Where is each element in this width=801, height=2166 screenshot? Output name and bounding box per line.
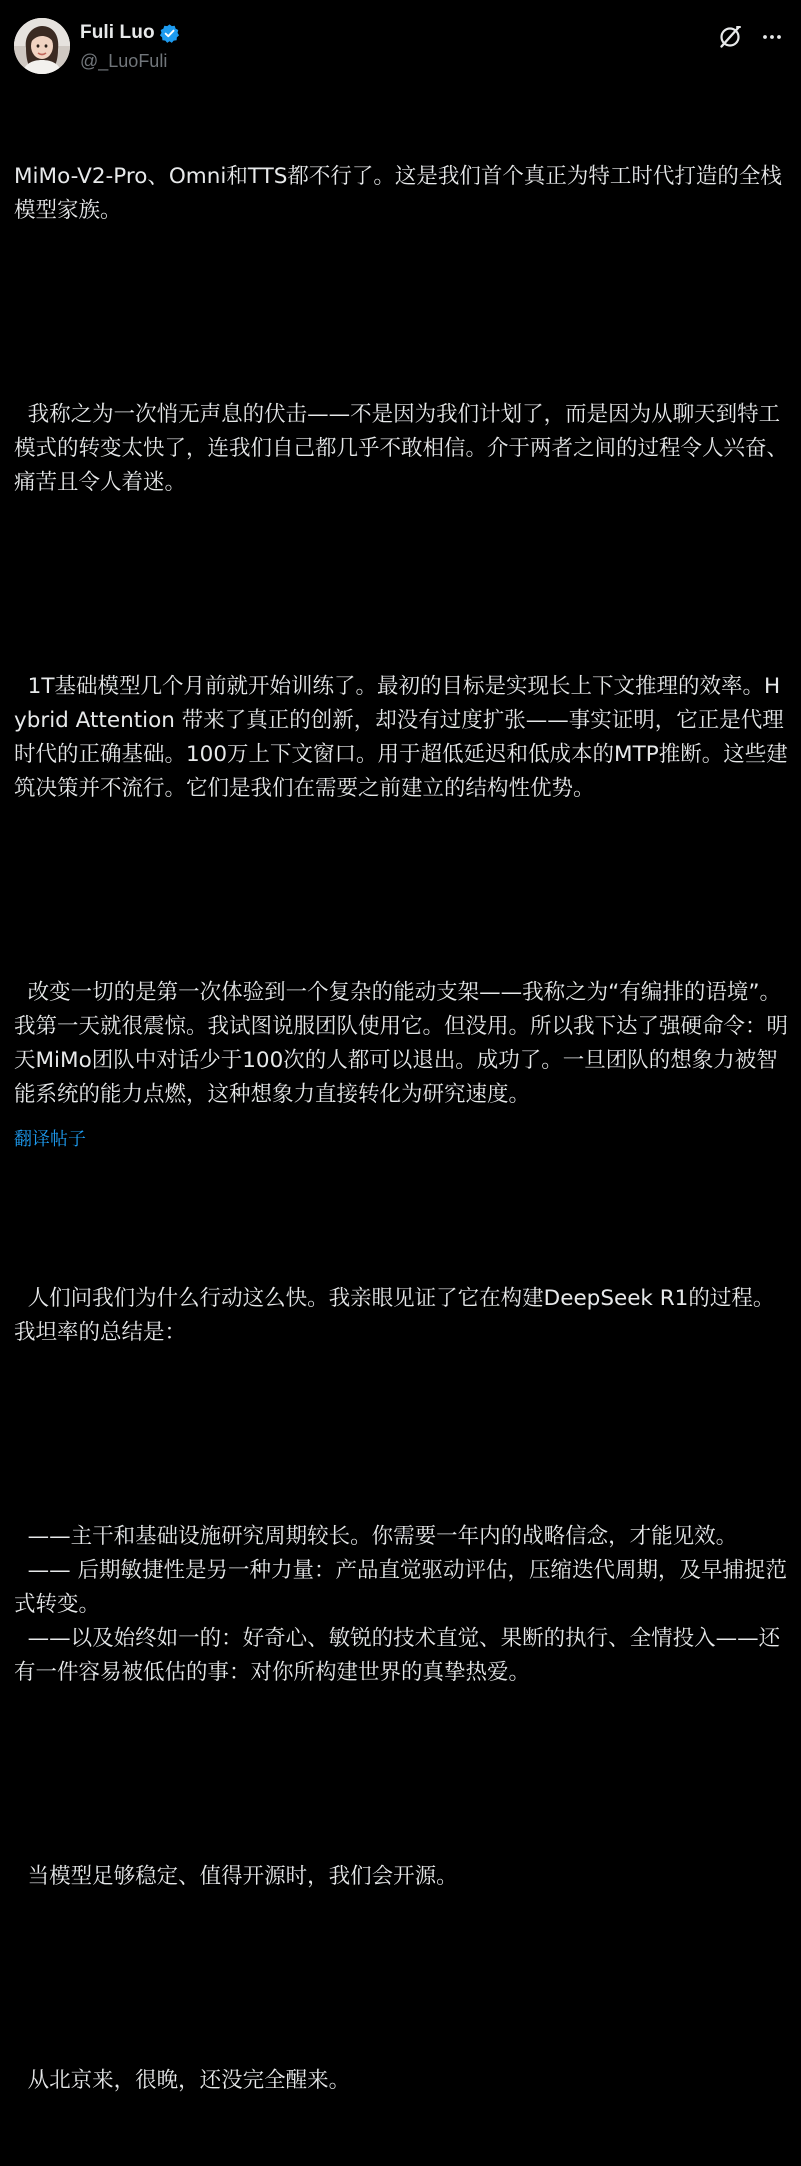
tweet-text bbox=[14, 92, 789, 2166]
more-options-button[interactable] bbox=[757, 22, 787, 52]
paragraph-ambush: 我称之为一次悄无声息的伏击——不是因为我们计划了，而是因为从聊天到特工模式的转变太快了，连我们自己都几乎不敢相信。介于两者之间的过程令人兴奋、痛苦且令人着迷。 bbox=[14, 402, 789, 495]
verified-badge-icon bbox=[159, 23, 180, 44]
paragraph-gap bbox=[14, 1418, 789, 1452]
author-names bbox=[80, 20, 180, 72]
display-name-row bbox=[80, 20, 180, 46]
paragraph-base-model: 1T基础模型几个月前就开始训练了。最初的目标是实现长上下文推理的效率。Hybrid Attention 带来了真正的创新，却没有过度扩张——事实证明，它正是代理时代的正确基础。100万上下文窗口。用于超低延迟和低成本的MTP推断。这些建筑决策并不流行。它们是我们在需要之前建立的结构性优势。 bbox=[14, 674, 788, 801]
more-dots-icon bbox=[760, 25, 784, 49]
grok-slash-circle-icon bbox=[717, 24, 743, 50]
grok-button[interactable] bbox=[715, 22, 745, 52]
paragraph-gap bbox=[14, 568, 789, 602]
paragraph-gap bbox=[14, 1962, 789, 1996]
paragraph-gap bbox=[14, 296, 789, 330]
paragraph-intro: MiMo-V2-Pro、Omni和TTS都不行了。这是我们首个真正为特工时代打造的全栈模型家族。 bbox=[14, 164, 782, 223]
tweet-header bbox=[14, 18, 787, 78]
paragraph-agentic-scaffold: 改变一切的是第一次体验到一个复杂的能动支架——我称之为“有编排的语境”。我第一天就很震惊。我试图说服团队使用它。但没用。所以我下达了强硬命令：明天MiMo团队中对话少于100次的人都可以退出。成功了。一旦团队的想象力被智能系统的能力点燃，这种想象力直接转化为研究速度。 bbox=[14, 980, 789, 1107]
avatar-photo bbox=[14, 18, 70, 74]
display-name[interactable]: Fuli Luo bbox=[80, 22, 155, 43]
paragraph-open-source: 当模型足够稳定、值得开源时，我们会开源。 bbox=[14, 1864, 458, 1889]
paragraph-gap bbox=[14, 1758, 789, 1792]
paragraph-summary-list: ——主干和基础设施研究周期较长。你需要一年内的战略信念，才能见效。 —— 后期敏捷性是另一种力量：产品直觉驱动评估，压缩迭代周期，及早捕捉范式转变。 ——以及始终如一的：好奇心、敏锐的技术直觉、果断的执行、全情投入——还有一件容易被低估的事：对你所构建世界的真挚热爱。 bbox=[14, 1524, 788, 1685]
author-handle[interactable]: @_LuoFuli bbox=[80, 51, 168, 71]
paragraph-why-fast: 人们问我们为什么行动这么快。我亲眼见证了它在构建DeepSeek R1的过程。我坦率的总结是： bbox=[14, 1286, 775, 1345]
paragraph-gap bbox=[14, 1180, 789, 1214]
translate-post-link[interactable]: 翻译帖子 bbox=[14, 1129, 86, 1150]
paragraph-gap bbox=[14, 874, 789, 908]
paragraph-signoff: 从北京来，很晚，还没完全醒来。 bbox=[14, 2068, 351, 2093]
avatar[interactable] bbox=[14, 18, 70, 74]
